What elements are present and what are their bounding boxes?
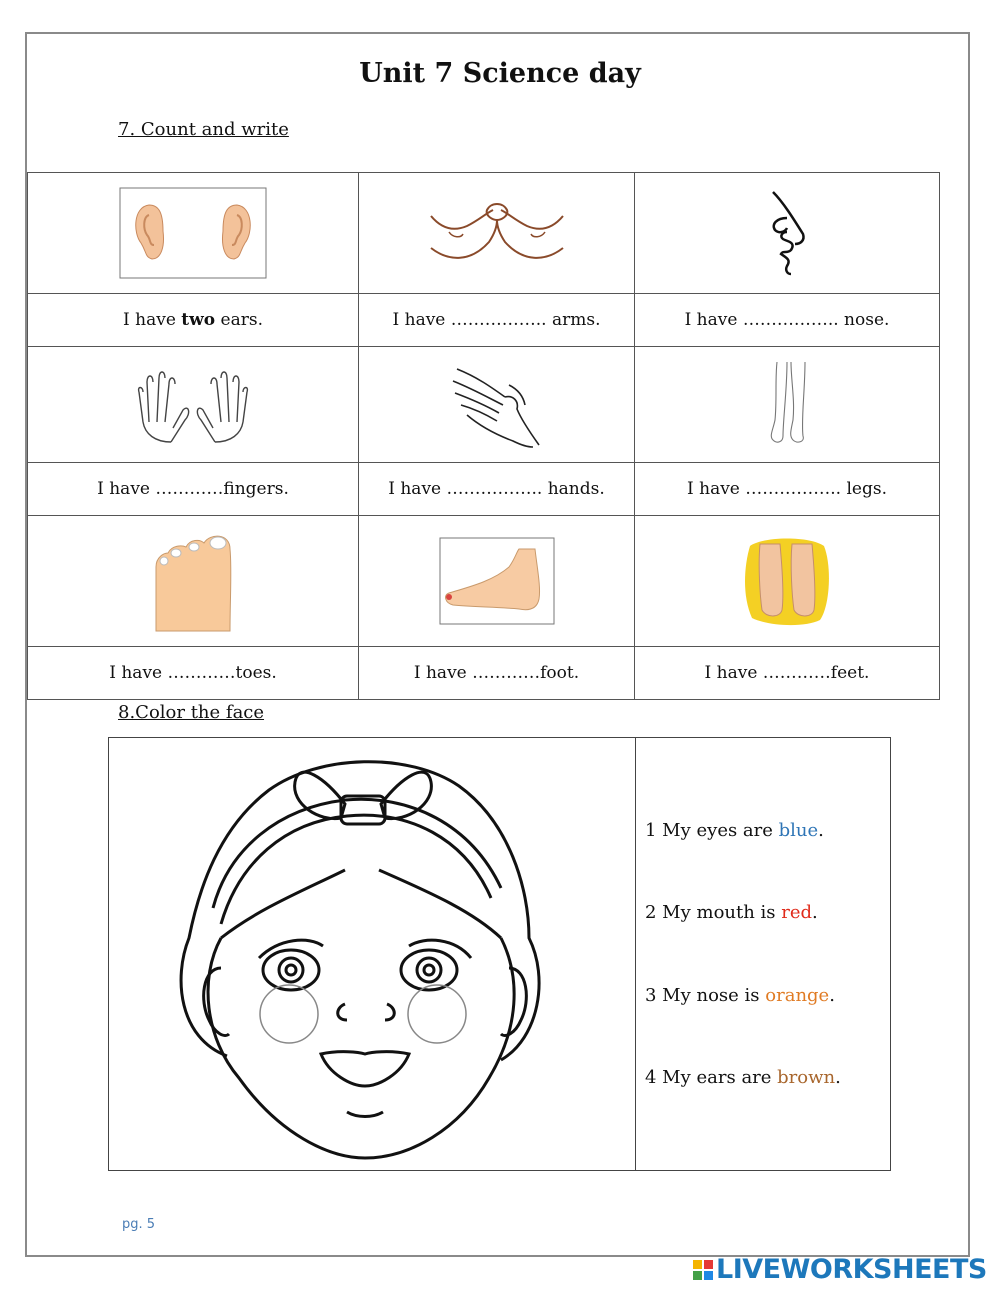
section-7-heading: 7. Count and write xyxy=(118,119,289,140)
count-and-write-table xyxy=(27,172,940,700)
legs-sentence[interactable]: I have …………….. legs. xyxy=(635,463,940,516)
clue-eyes-text: 1 My eyes are xyxy=(645,820,779,841)
face-drawing-cell xyxy=(109,738,636,1170)
legs-picture xyxy=(747,360,827,450)
ears-sentence-prefix: I have xyxy=(123,310,182,330)
nose-picture-cell xyxy=(635,173,940,294)
fingers-picture xyxy=(133,362,253,448)
feet-sentence[interactable]: I have …………feet. xyxy=(635,647,940,700)
clue-mouth-suffix: . xyxy=(812,902,818,923)
fingers-sentence[interactable]: I have …………fingers. xyxy=(28,463,359,516)
toes-picture-cell xyxy=(28,516,359,647)
ears-sentence-suffix: ears. xyxy=(215,310,263,330)
clue-ears xyxy=(645,1067,841,1088)
legs-picture-cell xyxy=(635,347,940,463)
clue-eyes-color-word: blue xyxy=(778,820,819,841)
clue-nose-color-word: orange xyxy=(765,985,830,1006)
ears-picture-cell xyxy=(28,173,359,294)
toes-picture xyxy=(152,529,234,633)
page-number: pg. 5 xyxy=(122,1217,156,1232)
fingers-picture-cell xyxy=(28,347,359,463)
ears-picture xyxy=(119,187,267,279)
brand-text: LIVEWORKSHEETS xyxy=(716,1254,987,1285)
clue-eyes xyxy=(645,820,824,841)
nose-picture xyxy=(757,188,817,278)
clue-nose-text: 3 My nose is xyxy=(645,985,766,1006)
toes-sentence[interactable]: I have …………toes. xyxy=(28,647,359,700)
foot-picture-cell xyxy=(359,516,635,647)
foot-sentence[interactable]: I have …………foot. xyxy=(359,647,635,700)
clue-eyes-suffix: . xyxy=(818,820,824,841)
liveworksheets-logo-icon xyxy=(693,1260,713,1280)
clue-nose-suffix: . xyxy=(829,985,835,1006)
page-title: Unit 7 Science day xyxy=(359,58,641,89)
nose-sentence[interactable]: I have …………….. nose. xyxy=(635,294,940,347)
hands-sentence[interactable]: I have …………….. hands. xyxy=(359,463,635,516)
clue-mouth-text: 2 My mouth is xyxy=(645,902,782,923)
girl-face-drawing[interactable] xyxy=(109,738,635,1170)
clue-ears-suffix: . xyxy=(835,1067,841,1088)
foot-picture xyxy=(439,537,555,625)
ears-answer: two xyxy=(181,310,216,330)
section-8-heading: 8.Color the face xyxy=(118,702,265,723)
clue-mouth-color-word: red xyxy=(781,902,813,923)
ears-sentence-cell xyxy=(28,294,359,347)
liveworksheets-brand[interactable] xyxy=(693,1254,987,1285)
clue-ears-color-word: brown xyxy=(777,1067,836,1088)
hands-picture-cell xyxy=(359,347,635,463)
clue-mouth xyxy=(645,902,818,923)
arms-sentence[interactable]: I have …………….. arms. xyxy=(359,294,635,347)
feet-picture-cell xyxy=(635,516,940,647)
feet-picture xyxy=(744,536,830,626)
color-clues-cell xyxy=(636,738,890,1170)
arms-picture-cell xyxy=(359,173,635,294)
clue-nose xyxy=(645,985,835,1006)
hands-picture xyxy=(447,361,547,449)
clue-ears-text: 4 My ears are xyxy=(645,1067,778,1088)
color-the-face-table xyxy=(108,737,891,1171)
arms-picture xyxy=(427,198,567,268)
